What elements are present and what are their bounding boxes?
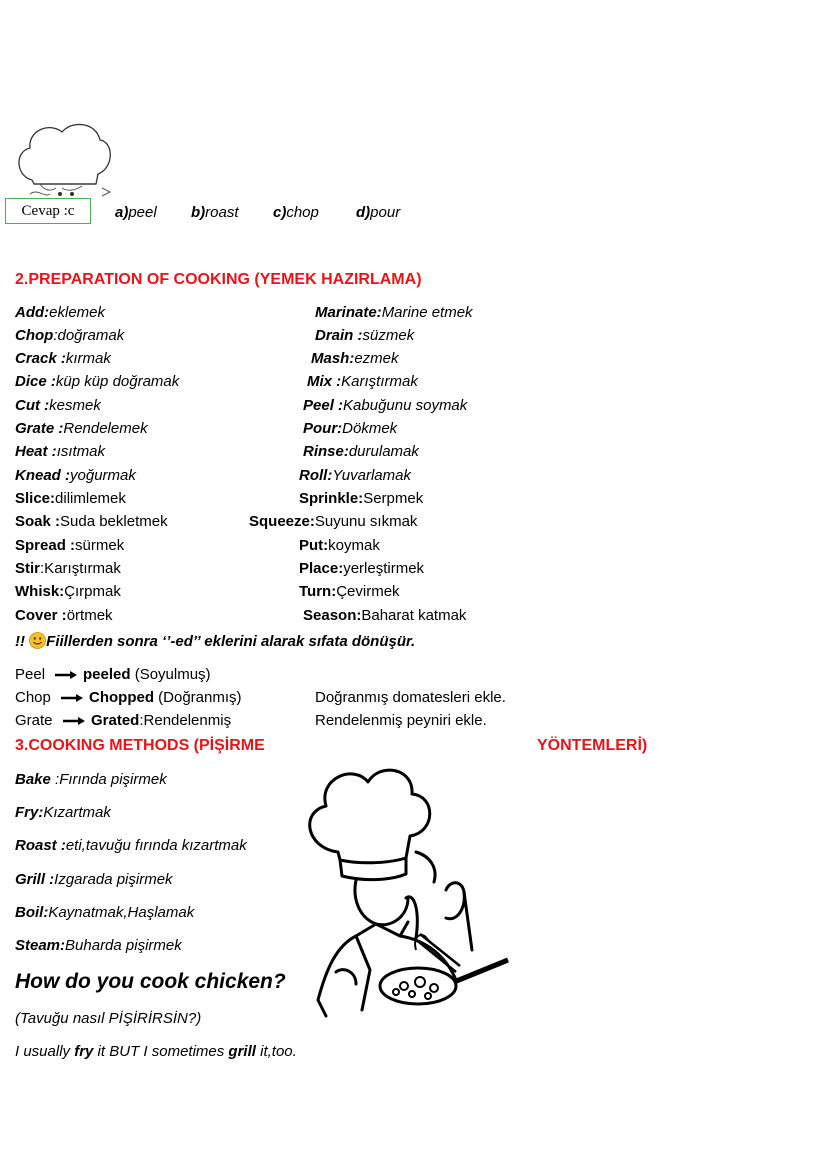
vocab-item: Sprinkle:Serpmek	[299, 490, 424, 507]
vocab-item: Season:Baharat katmak	[303, 607, 467, 624]
arrow-right-icon	[55, 670, 77, 680]
vocab-item: Stir:Karıştırmak	[15, 560, 121, 577]
vocab-item: Whisk:Çırpmak	[15, 583, 121, 600]
vocab-item: Place:yerleştirmek	[299, 560, 425, 577]
chicken-question: How do you cook chicken?	[15, 970, 286, 993]
example-row: Grate Grated:Rendelenmiş	[15, 712, 232, 729]
example-sentence: Rendelenmiş peyniri ekle.	[315, 712, 487, 729]
vocab-item: Drain :süzmek	[315, 327, 415, 344]
vocab-item: Dice :küp küp doğramak	[15, 373, 180, 390]
vocab-item: Turn:Çevirmek	[299, 583, 400, 600]
vocab-item: Pour:Dökmek	[303, 420, 398, 437]
method-item: Grill :Izgarada pişirmek	[15, 871, 173, 888]
vocab-item: Roll:Yuvarlamak	[299, 467, 411, 484]
example-sentence: Doğranmış domatesleri ekle.	[315, 689, 506, 706]
answer-sentence: I usually fry it BUT I sometimes grill it,too.	[15, 1043, 297, 1060]
method-item: Boil:Kaynatmak,Haşlamak	[15, 904, 195, 921]
example-row: Chop Chopped (Doğranmış)	[15, 689, 242, 706]
vocab-item: Chop:doğramak	[15, 327, 125, 344]
section3-title: 3.COOKING METHODS (PİŞİRME	[15, 737, 265, 754]
vocab-item: Heat :ısıtmak	[15, 443, 106, 460]
vocab-item: Put:koymak	[299, 537, 380, 554]
section3-title-end: YÖNTEMLERİ)	[537, 737, 648, 754]
vocab-item: Spread :sürmek	[15, 537, 125, 554]
arrow-right-icon	[61, 693, 83, 703]
chef-hat-illustration	[10, 118, 115, 202]
option-a: a)peel	[115, 204, 157, 221]
answer-box: Cevap :c	[5, 198, 91, 224]
grammar-note: !! Fiillerden sonra ‘’-ed’’ eklerini alarak sıfata dönüşür.	[15, 633, 416, 650]
method-item: Steam:Buharda pişirmek	[15, 937, 182, 954]
option-b: b)roast	[191, 204, 239, 221]
option-c: c)chop	[273, 204, 319, 221]
section2-title: 2.PREPARATION OF COOKING (YEMEK HAZIRLAMA)	[15, 271, 422, 288]
method-item: Bake :Fırında pişirmek	[15, 771, 167, 788]
vocab-item: Crack :kırmak	[15, 350, 111, 367]
vocab-item: Knead :yoğurmak	[15, 467, 136, 484]
vocab-item: Cut :kesmek	[15, 397, 101, 414]
method-item: Fry:Kızartmak	[15, 804, 111, 821]
vocab-item: Mix :Karıştırmak	[307, 373, 418, 390]
vocab-item: Cover :örtmek	[15, 607, 113, 624]
vocab-item: Slice:dilimlemek	[15, 490, 126, 507]
vocab-item: Peel :Kabuğunu soymak	[303, 397, 468, 414]
method-item: Roast :eti,tavuğu fırında kızartmak	[15, 837, 247, 854]
vocab-item: Add:eklemek	[15, 304, 106, 321]
arrow-right-icon	[63, 716, 85, 726]
vocab-item: Squeeze:Suyunu sıkmak	[249, 513, 418, 530]
vocab-item: Soak :Suda bekletmek	[15, 513, 168, 530]
vocab-item: Grate :Rendelemek	[15, 420, 148, 437]
smiley-icon	[29, 632, 46, 649]
question-translation: (Tavuğu nasıl PİŞİRİRSİN?)	[15, 1010, 202, 1027]
option-d: d)pour	[356, 204, 401, 221]
vocab-item: Marinate:Marine etmek	[315, 304, 473, 321]
example-row: Peel peeled (Soyulmuş)	[15, 666, 211, 683]
vocab-item: Rinse:durulamak	[303, 443, 419, 460]
chef-illustration	[296, 760, 526, 1022]
vocab-item: Mash:ezmek	[311, 350, 399, 367]
